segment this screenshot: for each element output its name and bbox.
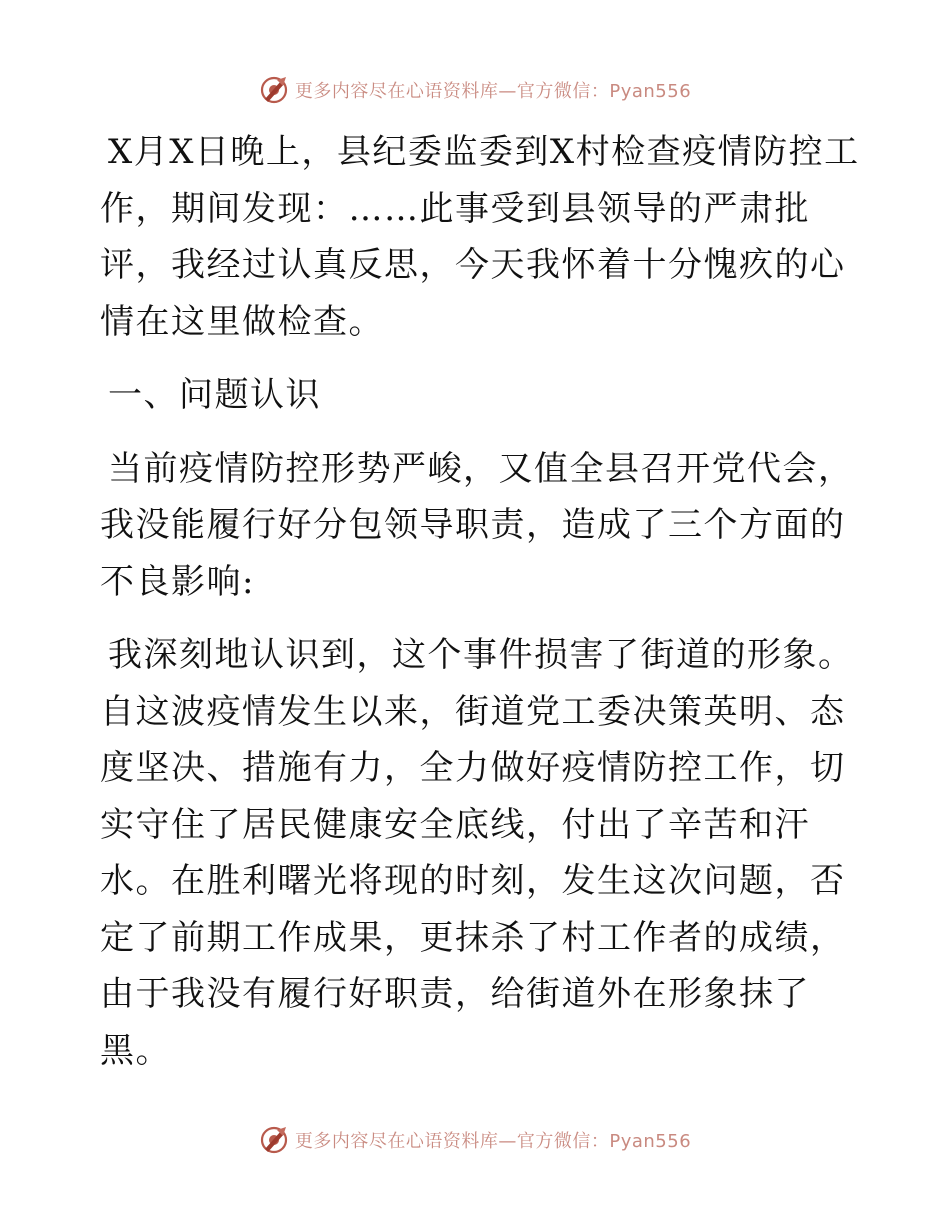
header-watermark-banner — [0, 70, 950, 110]
document-body — [100, 124, 860, 1079]
watermark-text: 更多内容尽在心语资料库—官方微信：Pyan556 — [294, 1131, 692, 1152]
paragraph-reflection: 我深刻地认识到，这个事件损害了街道的形象。自这波疫情发生以来，街道党工委决策英明、态度坚决、措施有力，全力做好疫情防控工作，切实守住了居民健康安全底线，付出了辛苦和汗水。在胜利曙光将现的时刻，发生这次问题，否定了前期工作成果，更抹杀了村工作者的成绩，由于我没有履行好职责，给街道外在形象抹了黑。 — [100, 635, 854, 1071]
footer-watermark-banner — [0, 1120, 950, 1160]
paragraph-context: 当前疫情防控形势严峻，又值全县召开党代会，我没能履行好分包领导职责，造成了三个方面的不良影响: — [100, 448, 854, 602]
quill-logo-icon — [259, 75, 289, 105]
paragraph-intro: X月X日晚上，县纪委监委到X村检查疫情防控工作，期间发现：……此事受到县领导的严肃批评，我经过认真反思，今天我怀着十分愧疚的心情在这里做检查。 — [100, 132, 860, 342]
watermark-text: 更多内容尽在心语资料库—官方微信：Pyan556 — [294, 81, 692, 102]
quill-logo-icon — [259, 1125, 289, 1155]
section-heading: 一、问题认识 — [108, 375, 321, 415]
